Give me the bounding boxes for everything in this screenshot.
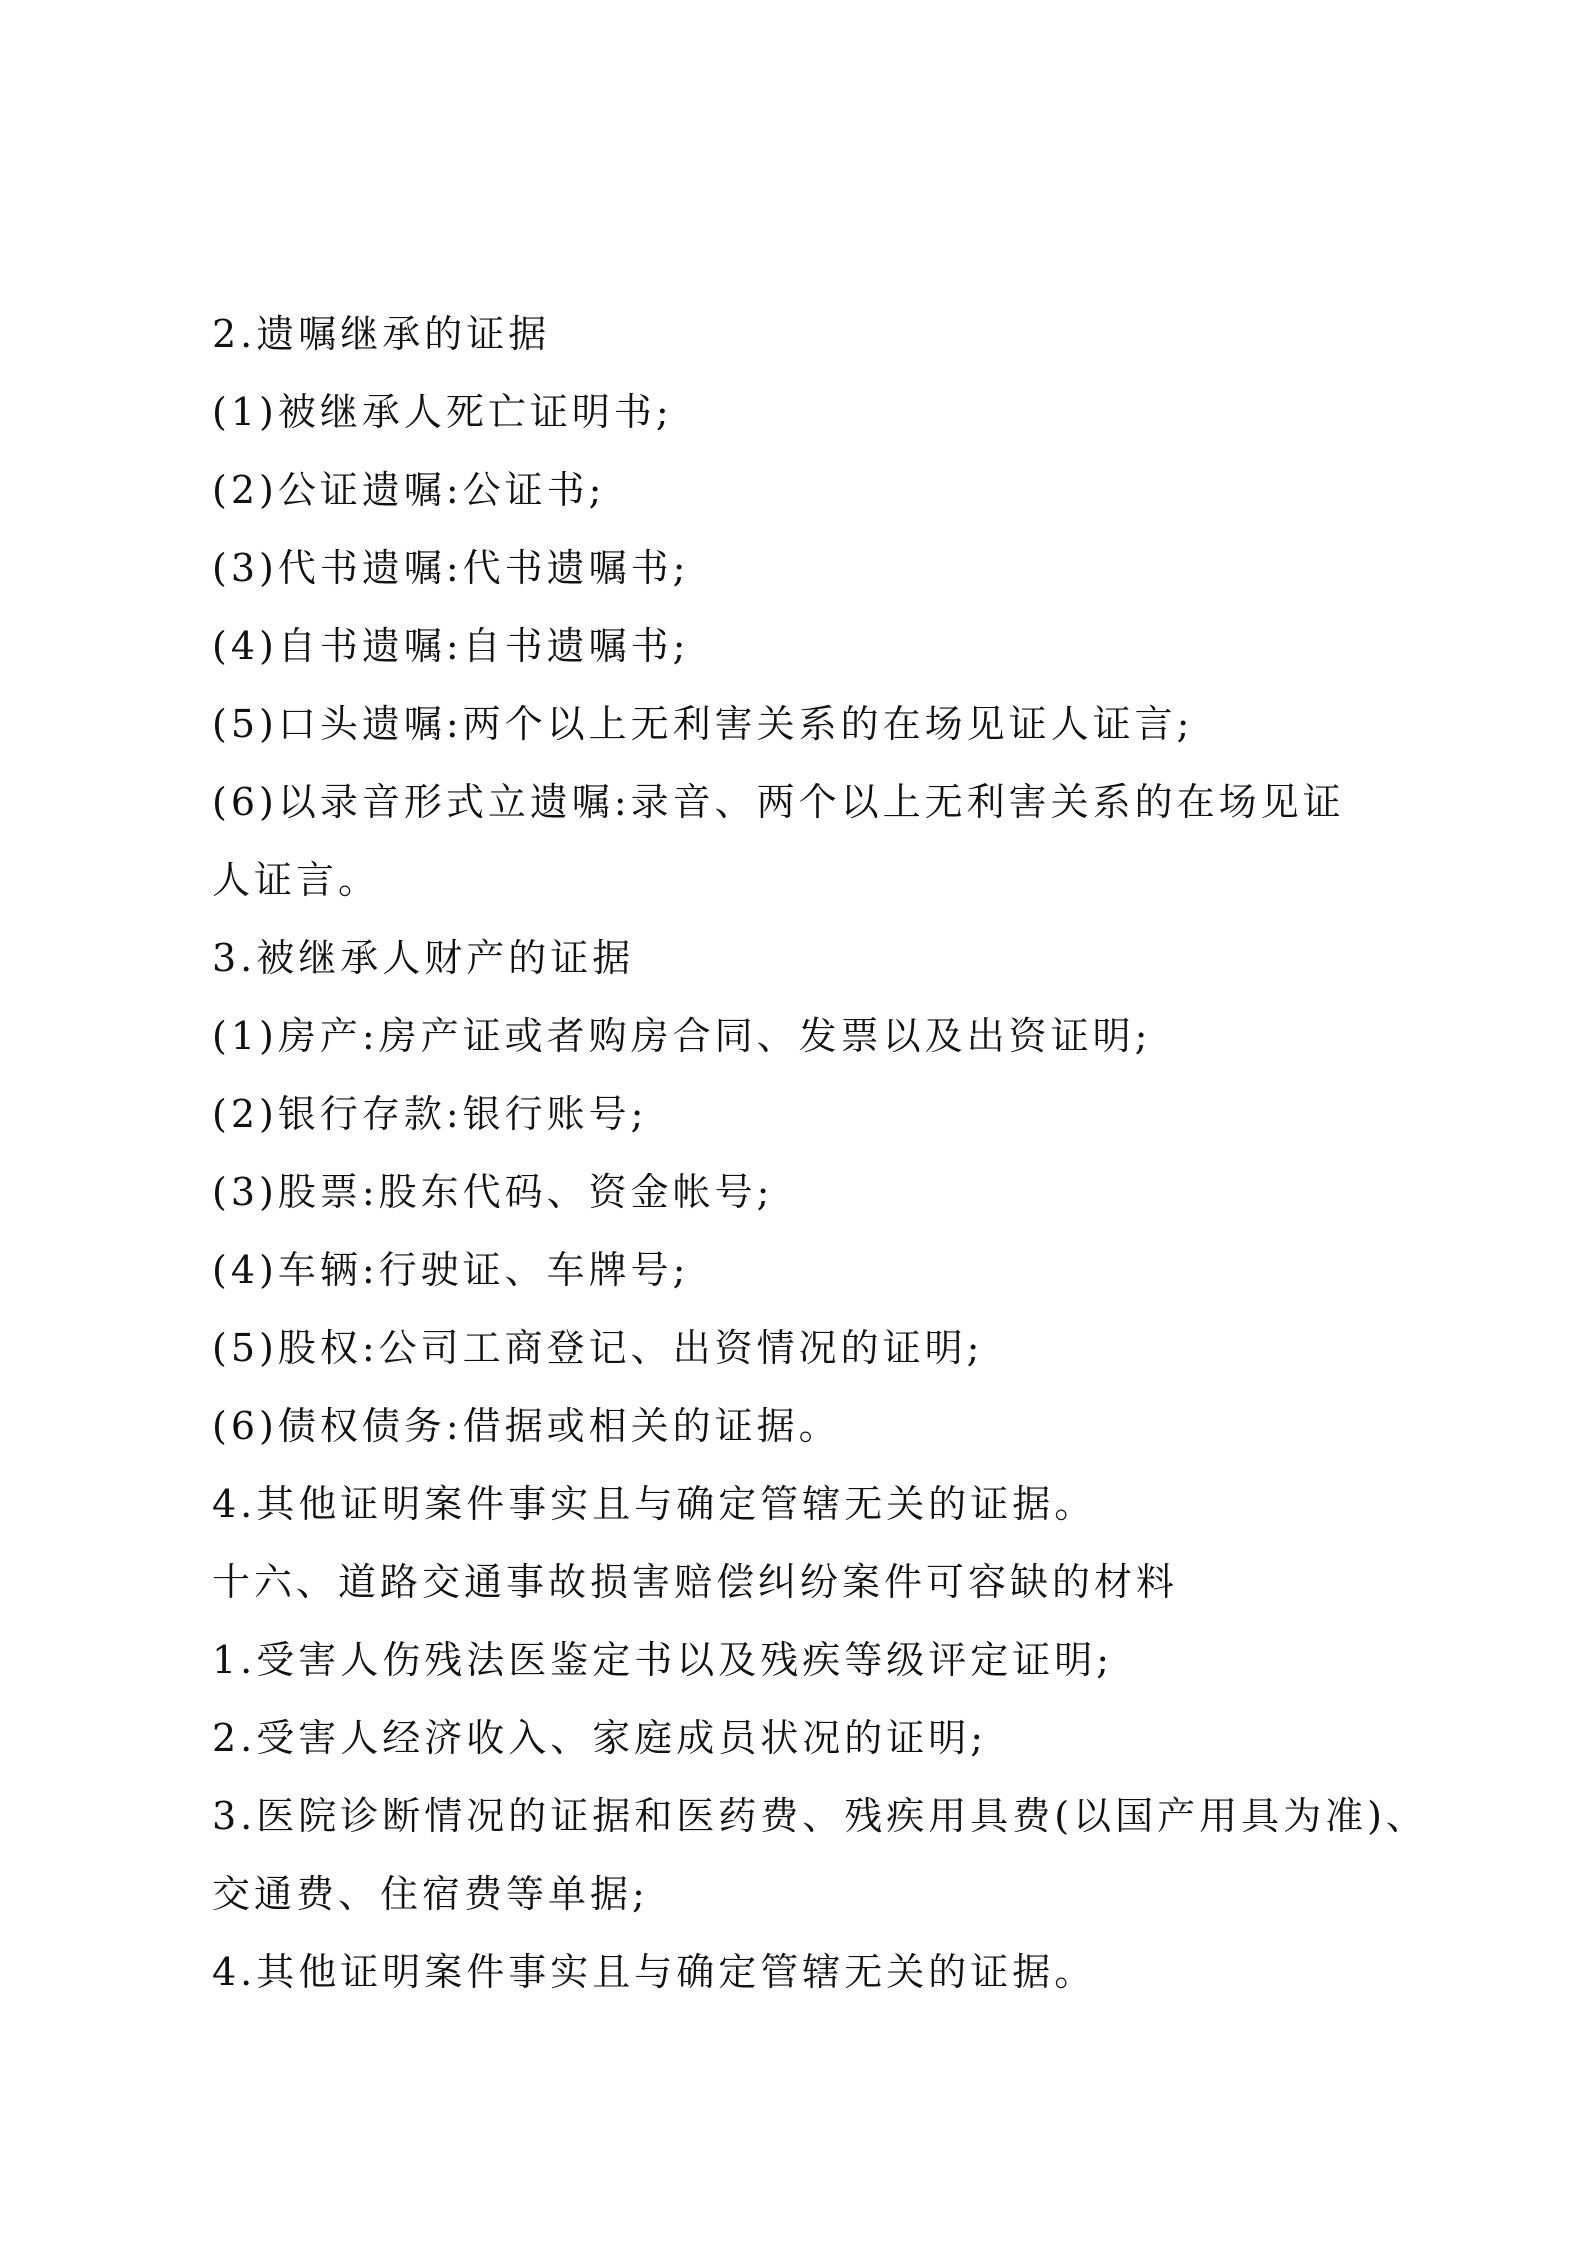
list-item: (1)被继承人死亡证明书; xyxy=(212,390,673,434)
list-item: 2.受害人经济收入、家庭成员状况的证明; xyxy=(212,1716,988,1760)
list-item: (5)口头遗嘱:两个以上无利害关系的在场见证人证言; xyxy=(212,702,1194,746)
list-item: 4.其他证明案件事实且与确定管辖无关的证据。 xyxy=(212,1482,1097,1526)
heading-will-inheritance-evidence: 2.遗嘱继承的证据 xyxy=(212,312,551,356)
list-item: 3.医院诊断情况的证据和医药费、残疾用具费(以国产用具为准)、 xyxy=(212,1794,1428,1838)
list-item: (6)以录音形式立遗嘱:录音、两个以上无利害关系的在场见证 xyxy=(212,780,1345,824)
list-item: (6)债权债务:借据或相关的证据。 xyxy=(212,1404,841,1448)
list-item: (2)公证遗嘱:公证书; xyxy=(212,468,606,512)
list-item: (2)银行存款:银行账号; xyxy=(212,1092,648,1136)
list-item: (4)车辆:行驶证、车牌号; xyxy=(212,1248,690,1292)
list-item: (3)股票:股东代码、资金帐号; xyxy=(212,1170,774,1214)
list-item-continuation: 人证言。 xyxy=(212,858,381,902)
list-item: 1.受害人伤残法医鉴定书以及残疾等级评定证明; xyxy=(212,1638,1114,1682)
list-item: (3)代书遗嘱:代书遗嘱书; xyxy=(212,546,690,590)
list-item: (4)自书遗嘱:自书遗嘱书; xyxy=(212,624,690,668)
document-body xyxy=(212,295,1432,2011)
list-item: (5)股权:公司工商登记、出资情况的证明; xyxy=(212,1326,984,1370)
list-item-continuation: 交通费、住宿费等单据; xyxy=(212,1872,649,1916)
heading-estate-evidence: 3.被继承人财产的证据 xyxy=(212,936,635,980)
section-heading-traffic-accident: 十六、道路交通事故损害赔偿纠纷案件可容缺的材料 xyxy=(212,1560,1179,1604)
list-item: 4.其他证明案件事实且与确定管辖无关的证据。 xyxy=(212,1950,1097,1994)
list-item: (1)房产:房产证或者购房合同、发票以及出资证明; xyxy=(212,1014,1152,1058)
